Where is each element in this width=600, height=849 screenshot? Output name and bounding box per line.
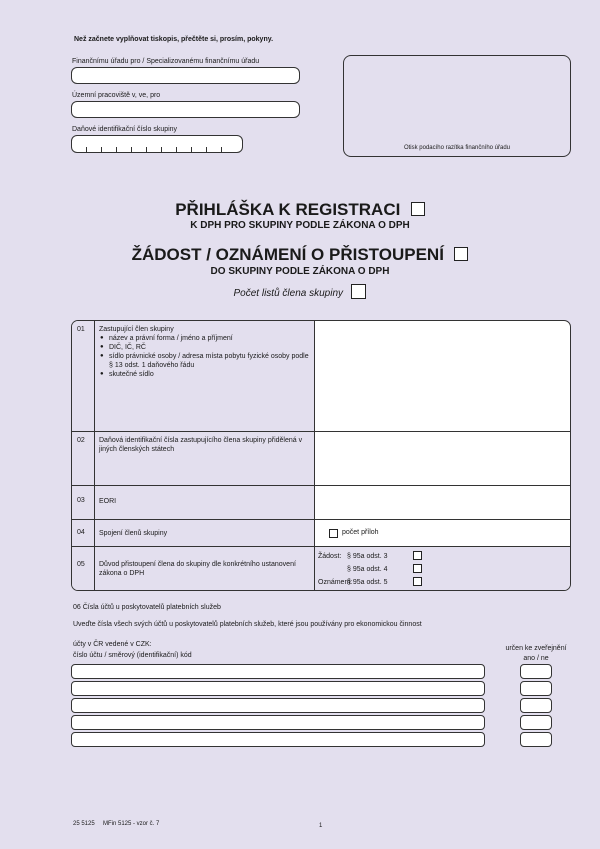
accounts-columns-label: číslo účtu / směrový (identifikační) kód [73,652,192,659]
office-label: Finančnímu úřadu pro / Specializovanému finančnímu úřadu [72,58,260,65]
accounts-cz-label: účty v ČR vedené v CZK: [73,641,152,648]
stamp-box [343,55,571,157]
accounts-heading: 06 Čísla účtů u poskytovatelů platebních služeb [73,604,221,611]
publish-field[interactable] [520,732,552,747]
instruction-text: Než začnete vyplňovat tiskopis, přečtěte si, prosím, pokyny. [74,36,274,43]
publish-field[interactable] [520,664,552,679]
row-num: 05 [77,561,85,568]
account-number-field[interactable] [71,664,485,679]
row-05-options [315,547,570,591]
list-item: ● skutečné sídlo [109,370,309,379]
account-number-field[interactable] [71,715,485,730]
pages-label: Počet listů člena skupiny [233,288,344,299]
title-block-2 [0,245,600,265]
list-item: ● sídlo právnické osoby / adresa místa pobytu fyzické osoby podle § 13 odst. 1 daňového řádu [109,352,309,370]
attachments-checkbox[interactable] [329,529,338,538]
main-table [71,320,571,591]
row-label: EORI [99,498,117,505]
list-item: ● název a právní forma / jméno a příjmení [109,334,309,343]
row-num: 02 [77,437,85,444]
option-label: § 95a odst. 5 [347,579,388,586]
zadost-label: Žádost: [318,553,342,560]
title-registration-sub: K DPH PRO SKUPINY PODLE ZÁKONA O DPH [190,220,410,231]
footer-form: MFin 5125 - vzor č. 7 [103,821,160,827]
attachments-label: počet příloh [342,529,379,536]
row-03-input[interactable] [315,486,570,519]
row-label: Zastupující člen skupiny ● název a právní forma / jméno a příjmení ● DIČ, IČ, RČ ● sídlo právnické osoby / adresa místa pobytu fyzické osoby podle § 13 odst. 1 daňového řádu ● skutečné sídlo [99,325,309,379]
title-accession-sub: DO SKUPINY PODLE ZÁKONA O DPH [210,266,390,277]
title-registration: PŘIHLÁŠKA K REGISTRACI [175,200,401,219]
row-03 [72,485,570,519]
footer-code: 25 5125 [73,821,95,827]
territory-label: Územní pracoviště v, ve, pro [72,92,161,99]
accounts-instruction: Uveďte čísla všech svých účtů u poskytovatelů platebních služeb, které jsou používány pro ekonomickou činnost [73,621,422,628]
publish-field[interactable] [520,681,552,696]
taxid-field[interactable] [71,135,243,153]
row-01 [72,321,570,431]
oznameni-label: Oznámení: [318,579,353,586]
title-block-1 [0,200,600,220]
publish-label: určen ke zveřejnění ano / ne [505,645,567,662]
row-label: Důvod přistoupení člena do skupiny dle konkrétního ustanovení zákona o DPH [99,561,296,577]
publish-field[interactable] [520,698,552,713]
option-95a-3-checkbox[interactable] [413,551,422,560]
list-item: ● DIČ, IČ, RČ [109,343,309,352]
account-number-field[interactable] [71,698,485,713]
row-label: Spojení členů skupiny [99,530,168,537]
option-95a-4-checkbox[interactable] [413,564,422,573]
page-number: 1 [319,823,323,829]
row-05 [72,546,570,591]
row-label: Daňová identifikační čísla zastupujícího člena skupiny přidělená v jiných členských státech [99,437,303,453]
row-04 [72,519,570,546]
row-num: 01 [77,326,85,333]
stamp-label: Otisk podacího razítka finančního úřadu [403,145,511,151]
account-number-field[interactable] [71,732,485,747]
accession-checkbox[interactable] [454,247,468,261]
territory-field[interactable] [71,101,300,118]
taxid-label: Daňové identifikační číslo skupiny [72,126,178,133]
row-01-input[interactable] [315,321,570,431]
row-num: 04 [77,529,85,536]
publish-field[interactable] [520,715,552,730]
option-label: § 95a odst. 4 [347,566,388,573]
title-accession: ŽÁDOST / OZNÁMENÍ O PŘISTOUPENÍ [131,245,444,264]
office-field[interactable] [71,67,300,84]
row-02 [72,431,570,485]
registration-checkbox[interactable] [411,202,425,216]
account-number-field[interactable] [71,681,485,696]
option-95a-5-checkbox[interactable] [413,577,422,586]
row-02-input[interactable] [315,432,570,485]
pages-block [0,283,600,301]
option-label: § 95a odst. 3 [347,553,388,560]
row-num: 03 [77,497,85,504]
pages-count-box[interactable] [351,284,366,299]
